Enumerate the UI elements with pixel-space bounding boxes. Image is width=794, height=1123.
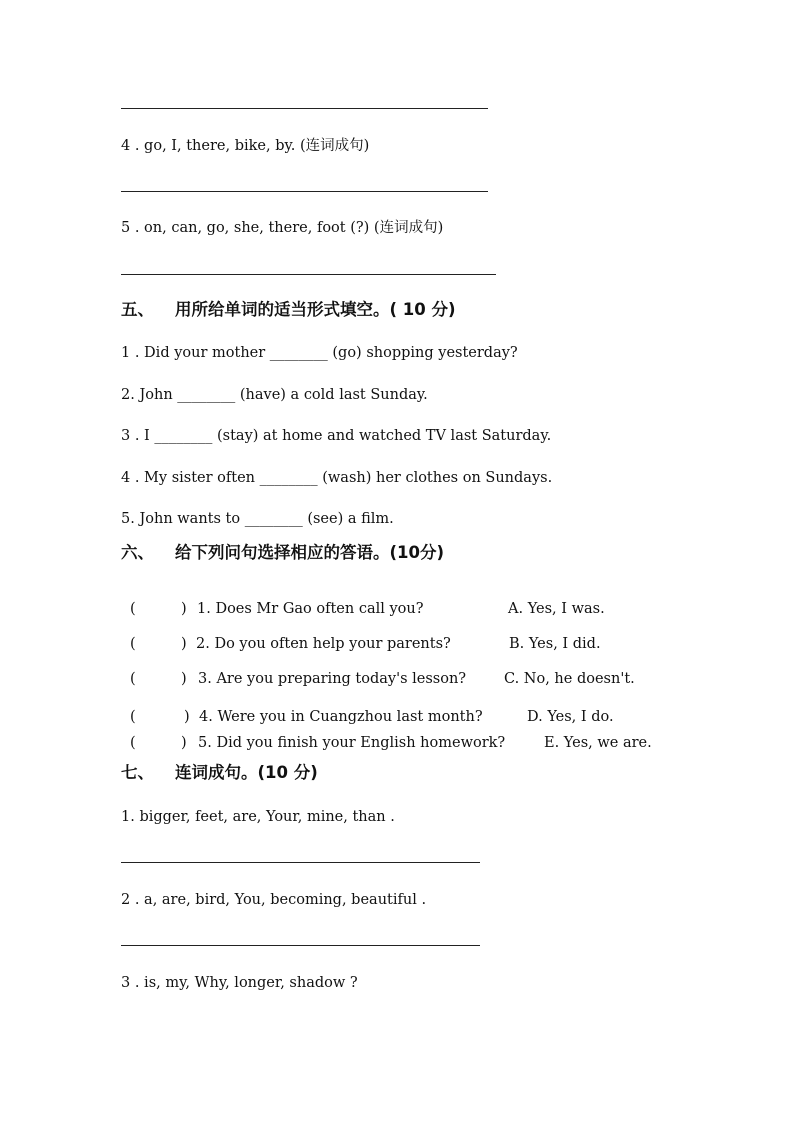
section-number: 七、	[121, 763, 154, 782]
section-5-heading	[121, 300, 456, 320]
answer-blank-close: )	[181, 735, 187, 751]
order-item-2: 2 . a, are, bird, You, becoming, beautiful .	[121, 892, 427, 908]
match-question-3: 3. Are you preparing today's lesson?	[198, 671, 467, 687]
match-answer-b: B. Yes, I did.	[509, 636, 601, 652]
fill-item-2: 2. John ________ (have) a cold last Sunday.	[121, 387, 428, 403]
answer-blank-close: )	[181, 636, 187, 652]
section-number: 五、	[121, 300, 154, 319]
order-item-1: 1. bigger, feet, are, Your, mine, than .	[121, 809, 395, 825]
match-question-4: 4. Were you in Cuangzhou last month?	[199, 709, 483, 725]
match-answer-d: D. Yes, I do.	[527, 709, 614, 725]
fill-item-1: 1 . Did your mother ________ (go) shopping yesterday?	[121, 345, 518, 361]
match-answer-c: C. No, he doesn't.	[504, 671, 635, 687]
match-question-5: 5. Did you finish your English homework?	[198, 735, 506, 751]
question-4: 4 . go, I, there, bike, by. (连词成句)	[121, 138, 370, 154]
section-title: 给下列问句选择相应的答语。(10分)	[175, 543, 445, 562]
answer-blank-close: )	[184, 709, 190, 725]
section-title: 用所给单词的适当形式填空。( 10 分)	[175, 300, 456, 319]
answer-blank-open: (	[130, 601, 136, 617]
fill-item-5: 5. John wants to ________ (see) a film.	[121, 511, 394, 527]
order-item-3: 3 . is, my, Why, longer, shadow ?	[121, 975, 358, 991]
answer-blank-close: )	[181, 671, 187, 687]
section-number: 六、	[121, 543, 154, 562]
match-answer-a: A. Yes, I was.	[508, 601, 605, 617]
answer-blank-open: (	[130, 636, 136, 652]
answer-blank-close: )	[181, 601, 187, 617]
answer-line[interactable]	[121, 108, 488, 109]
answer-line[interactable]	[121, 191, 488, 192]
answer-blank-open: (	[130, 735, 136, 751]
answer-line[interactable]	[121, 945, 480, 946]
section-7-heading	[121, 763, 318, 783]
answer-blank-open: (	[130, 671, 136, 687]
section-title: 连词成句。(10 分)	[175, 763, 318, 782]
fill-item-4: 4 . My sister often ________ (wash) her clothes on Sundays.	[121, 470, 553, 486]
match-answer-e: E. Yes, we are.	[544, 735, 652, 751]
answer-blank-open: (	[130, 709, 136, 725]
fill-item-3: 3 . I ________ (stay) at home and watched TV last Saturday.	[121, 428, 552, 444]
match-question-2: 2. Do you often help your parents?	[196, 636, 451, 652]
section-6-heading	[121, 543, 444, 563]
answer-line[interactable]	[121, 862, 480, 863]
question-5: 5 . on, can, go, she, there, foot (?) (连词成句)	[121, 220, 444, 236]
match-question-1: 1. Does Mr Gao often call you?	[197, 601, 424, 617]
answer-line[interactable]	[121, 274, 496, 275]
